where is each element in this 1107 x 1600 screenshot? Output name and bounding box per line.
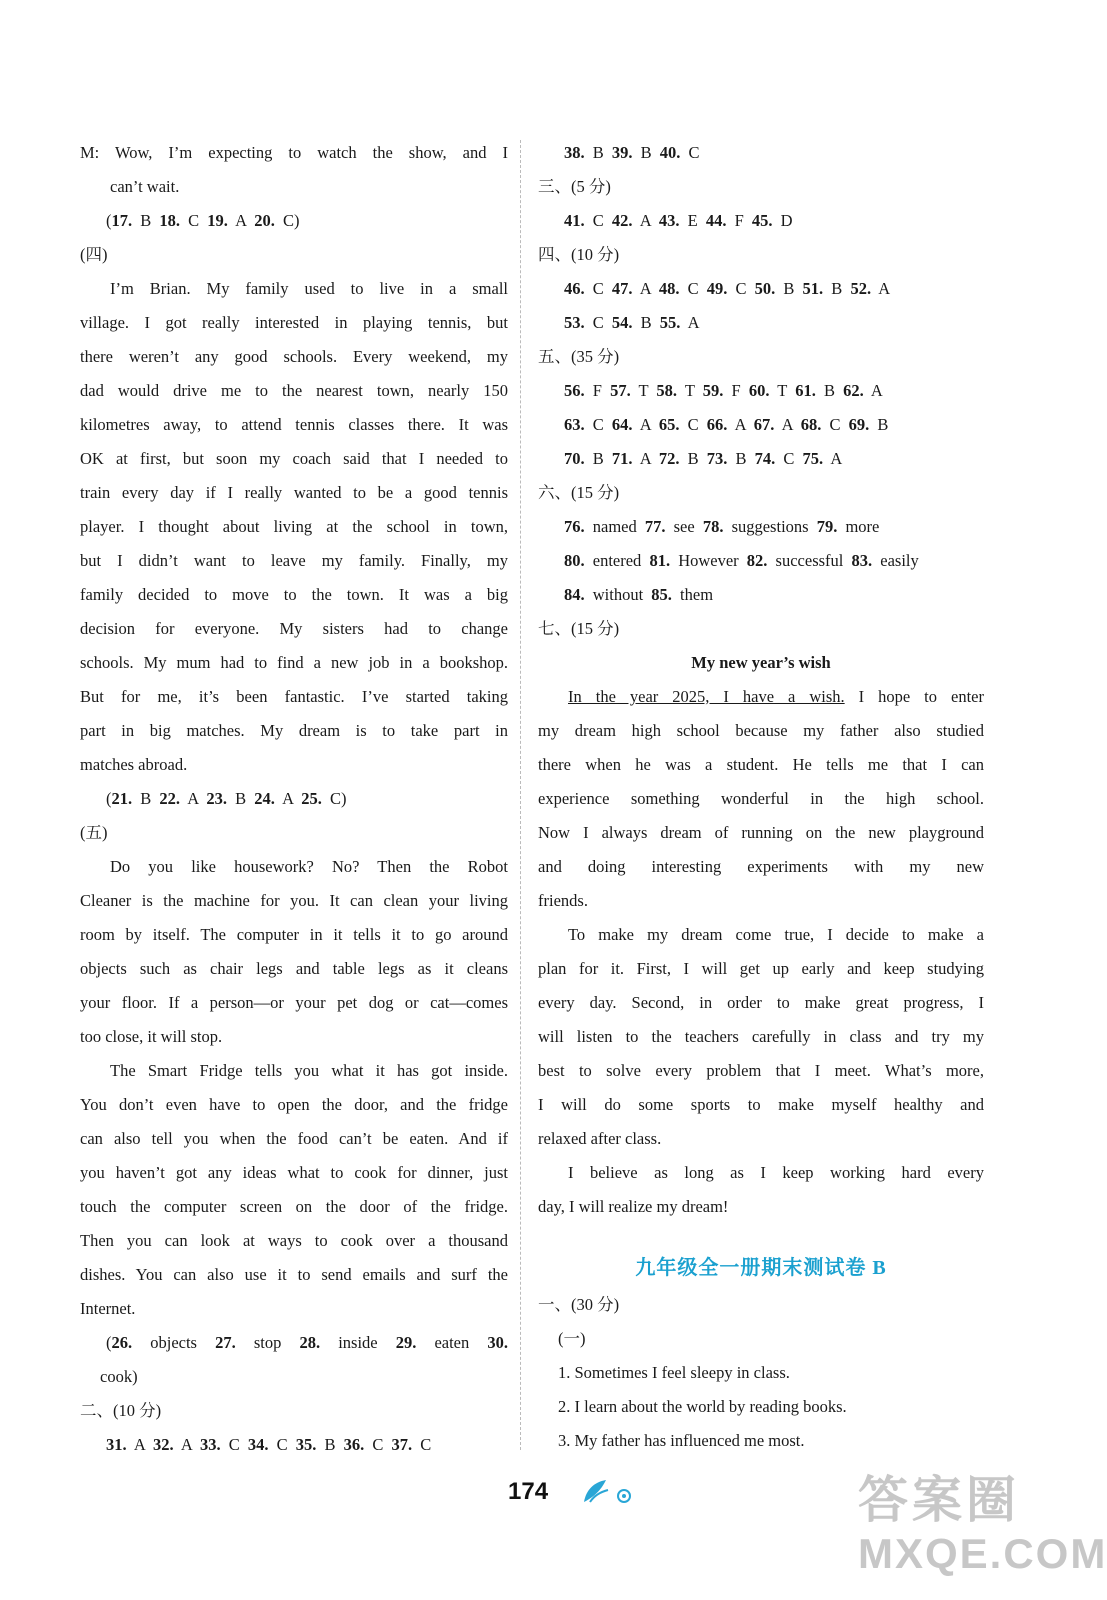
leaf-logo-icon bbox=[580, 1478, 640, 1506]
text-line: train every day if I really wanted to be a good tennis bbox=[80, 483, 508, 502]
text-line: I’m Brian. My family used to live in a small bbox=[110, 279, 508, 298]
text-line: objects such as chair legs and table legs as it cleans bbox=[80, 959, 508, 978]
text-line: every day. Second, in order to make great progress, I bbox=[538, 993, 984, 1012]
answer-line: 56. F 57. T 58. T 59. F 60. T 61. B 62. A bbox=[564, 381, 883, 400]
text-line: day, I will realize my dream! bbox=[538, 1197, 729, 1216]
text-line: matches abroad. bbox=[80, 755, 188, 774]
text-line: Do you like housework? No? Then the Robot bbox=[110, 857, 508, 876]
text-line: Internet. bbox=[80, 1299, 136, 1318]
answer-line: 80. entered 81. However 82. successful 83. easily bbox=[564, 551, 919, 570]
text-line: (四) bbox=[80, 245, 108, 264]
text-line: decision for everyone. My sisters had to change bbox=[80, 619, 508, 638]
answer-line: 70. B 71. A 72. B 73. B 74. C 75. A bbox=[564, 449, 843, 468]
text-line: your floor. If a person—or your pet dog or cat—comes bbox=[80, 993, 508, 1012]
text-line: but I didn’t want to leave my family. Finally, my bbox=[80, 551, 508, 570]
text-line: The Smart Fridge tells you what it has got inside. bbox=[110, 1061, 508, 1080]
text-line: 五、(35 分) bbox=[538, 347, 620, 366]
text-line: too close, it will stop. bbox=[80, 1027, 223, 1046]
text-line: 一、(30 分) bbox=[538, 1295, 620, 1314]
text-line: can also tell you when the food can’t be eaten. And if bbox=[80, 1129, 508, 1148]
text-line: can’t wait. bbox=[110, 177, 180, 196]
text-line: 1. Sometimes I feel sleepy in class. bbox=[558, 1363, 790, 1382]
text-line: 四、(10 分) bbox=[538, 245, 620, 264]
text-line: room by itself. The computer in it tells it to go around bbox=[80, 925, 508, 944]
text-line: dad would drive me to the nearest town, nearly 150 bbox=[80, 381, 508, 400]
underlined-phrase: In the year 2025, I have a wish. bbox=[568, 687, 845, 706]
answer-line: 41. C 42. A 43. E 44. F 45. D bbox=[564, 211, 793, 230]
text-line: cook) bbox=[100, 1367, 138, 1386]
text-line: family decided to move to the town. It was a big bbox=[80, 585, 508, 604]
answer-line: 31. A 32. A 33. C 34. C 35. B 36. C 37. C bbox=[106, 1435, 432, 1454]
text-line: there weren’t any good schools. Every weekend, my bbox=[80, 347, 508, 366]
text-line: OK at first, but soon my coach said that I needed to bbox=[80, 449, 508, 468]
text-line: Now I always dream of running on the new playground bbox=[538, 823, 984, 842]
text-line: dishes. You can also use it to send emails and surf the bbox=[80, 1265, 508, 1284]
answer-line: 76. named 77. see 78. suggestions 79. more bbox=[564, 517, 880, 536]
text-line: part in big matches. My dream is to take part in bbox=[80, 721, 508, 740]
text-line: But for me, it’s been fantastic. I’ve started taking bbox=[80, 687, 508, 706]
text-line: kilometres away, to attend tennis classes there. It was bbox=[80, 415, 508, 434]
watermark-url: MXQE.COM bbox=[858, 1530, 1107, 1577]
text-line: You don’t even have to open the door, and the fridge bbox=[80, 1095, 508, 1114]
page-number: 174 bbox=[508, 1478, 549, 1505]
text-line: experience something wonderful in the high school. bbox=[538, 789, 984, 808]
text-line: Then you can look at ways to cook over a thousand bbox=[80, 1231, 508, 1250]
text-line: plan for it. First, I will get up early and keep studying bbox=[538, 959, 984, 978]
left-column bbox=[80, 136, 508, 1462]
text-line: 三、(5 分) bbox=[538, 177, 611, 196]
answer-line: 38. B 39. B 40. C bbox=[564, 143, 700, 162]
text-line: I will do some sports to make myself healthy and bbox=[538, 1095, 984, 1114]
answer-line: 63. C 64. A 65. C 66. A 67. A 68. C 69. B bbox=[564, 415, 889, 434]
text-line: (一) bbox=[558, 1329, 586, 1348]
text-line: M: Wow, I’m expecting to watch the show, and I bbox=[80, 143, 508, 162]
answer-line: (17. B 18. C 19. A 20. C) bbox=[106, 211, 300, 230]
text-line: and doing interesting experiments with my new bbox=[538, 857, 984, 876]
essay-first-line bbox=[538, 680, 984, 714]
text-line: best to solve every problem that I meet. What’s more, bbox=[538, 1061, 984, 1080]
watermark bbox=[858, 1470, 1107, 1590]
text-line: 2. I learn about the world by reading books. bbox=[558, 1397, 847, 1416]
text-line: touch the computer screen on the door of the fridge. bbox=[80, 1197, 508, 1216]
text-line: friends. bbox=[538, 891, 588, 910]
answer-line: (21. B 22. A 23. B 24. A 25. C) bbox=[106, 789, 347, 808]
column-divider bbox=[520, 140, 521, 1450]
watermark-logo-text: 答案圈 bbox=[858, 1472, 1020, 1528]
text-line: you haven’t got any ideas what to cook for dinner, just bbox=[80, 1163, 508, 1182]
answer-line: (26. objects 27. stop 28. inside 29. eaten 30. bbox=[106, 1333, 508, 1352]
essay-title: My new year’s wish bbox=[691, 653, 831, 672]
test-title: 九年级全一册期末测试卷 B bbox=[635, 1257, 887, 1279]
answer-line: 84. without 85. them bbox=[564, 585, 714, 604]
text-line: schools. My mum had to find a new job in a bookshop. bbox=[80, 653, 508, 672]
text-line: will listen to the teachers carefully in class and try my bbox=[538, 1027, 984, 1046]
text-line: relaxed after class. bbox=[538, 1129, 662, 1148]
right-column bbox=[538, 136, 984, 1458]
text-line: 二、(10 分) bbox=[80, 1401, 162, 1420]
answer-line: 46. C 47. A 48. C 49. C 50. B 51. B 52. A bbox=[564, 279, 891, 298]
text-line: I believe as long as I keep working hard every bbox=[568, 1163, 984, 1182]
text-line: player. I thought about living at the school in town, bbox=[80, 517, 508, 536]
answer-line: 53. C 54. B 55. A bbox=[564, 313, 700, 332]
text-line: Cleaner is the machine for you. It can clean your living bbox=[80, 891, 508, 910]
text-line: village. I got really interested in playing tennis, but bbox=[80, 313, 508, 332]
text-line: 七、(15 分) bbox=[538, 619, 620, 638]
text-line: my dream high school because my father also studied bbox=[538, 721, 984, 740]
text-line: 六、(15 分) bbox=[538, 483, 620, 502]
text-line: there when he was a student. He tells me that I can bbox=[538, 755, 984, 774]
text-line: 3. My father has influenced me most. bbox=[558, 1431, 805, 1450]
text-span: I hope to enter bbox=[844, 687, 984, 706]
text-line: To make my dream come true, I decide to make a bbox=[568, 925, 984, 944]
text-line: (五) bbox=[80, 823, 108, 842]
